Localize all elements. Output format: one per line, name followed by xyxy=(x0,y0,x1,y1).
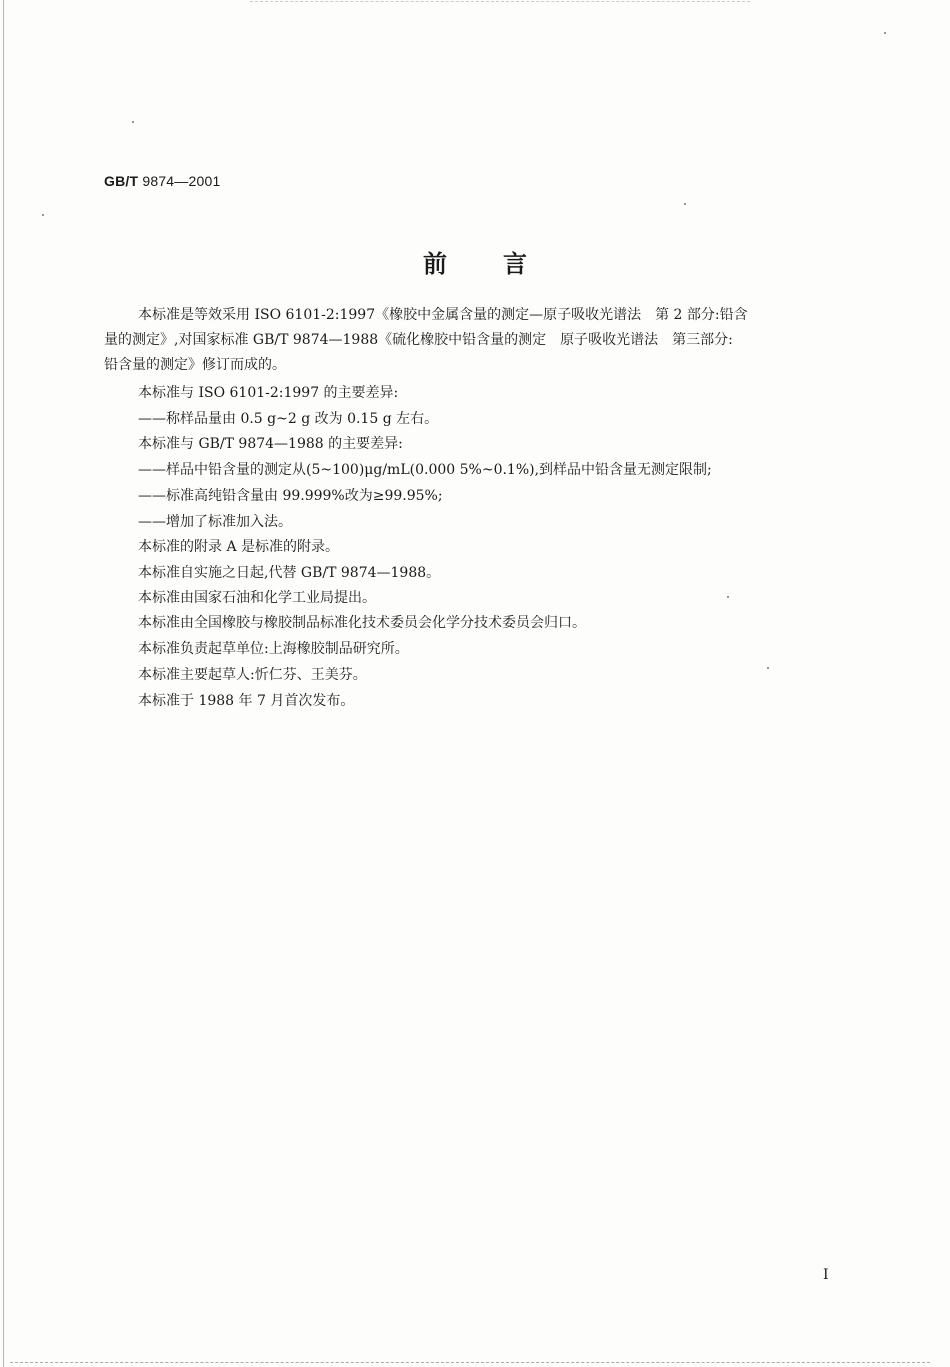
standard-code: 9874—2001 xyxy=(142,173,221,189)
body-line: 本标准与 GB/T 9874—1988 的主要差异: xyxy=(138,436,403,452)
body-line: 本标准由国家石油和化学工业局提出。 xyxy=(138,590,376,606)
body-line: 本标准自实施之日起,代替 GB/T 9874—1988。 xyxy=(138,565,441,581)
intro-line: 本标准是等效采用 ISO 6101-2:1997《橡胶中金属含量的测定—原子吸收光谱法 第 2 部分:铅含 xyxy=(138,307,748,323)
scan-speck xyxy=(42,214,44,216)
body-line: ——称样品量由 0.5 g~2 g 改为 0.15 g 左右。 xyxy=(138,411,439,427)
body-line: 本标准于 1988 年 7 月首次发布。 xyxy=(138,693,355,709)
preface-title-char-1: 前 xyxy=(423,249,447,278)
body-line: 本标准的附录 A 是标准的附录。 xyxy=(138,539,340,555)
intro-paragraph xyxy=(104,303,856,378)
body-line: 本标准由全国橡胶与橡胶制品标准化技术委员会化学分技术委员会归口。 xyxy=(138,615,586,631)
standard-prefix: GB/T xyxy=(104,173,139,189)
page-bottom-edge xyxy=(10,1362,930,1363)
page-left-edge xyxy=(3,0,4,1367)
scan-speck xyxy=(684,203,686,205)
body-line: 本标准负责起草单位:上海橡胶制品研究所。 xyxy=(138,641,409,657)
scan-speck xyxy=(727,596,729,598)
page-top-edge xyxy=(250,1,750,2)
body-line: ——标准高纯铅含量由 99.999%改为≥99.95%; xyxy=(138,488,443,504)
standard-number xyxy=(104,173,220,189)
scan-speck xyxy=(884,32,886,34)
body-line: ——样品中铅含量的测定从(5~100)μg/mL(0.000 5%~0.1%),到样品中铅含量无测定限制; xyxy=(138,462,712,478)
scan-speck xyxy=(767,667,769,669)
page-number: I xyxy=(823,1267,829,1283)
intro-line: 量的测定》,对国家标准 GB/T 9874—1988《硫化橡胶中铅含量的测定 原子吸收光谱法 第三部分: xyxy=(104,332,733,348)
intro-line: 铅含量的测定》修订而成的。 xyxy=(104,357,286,373)
scan-speck xyxy=(132,121,134,123)
preface-title-char-2: 言 xyxy=(503,249,527,278)
body-line: ——增加了标准加入法。 xyxy=(138,514,292,530)
body-line: 本标准与 ISO 6101-2:1997 的主要差异: xyxy=(138,385,399,401)
preface-title xyxy=(0,244,950,279)
body-line: 本标准主要起草人:忻仁芬、王美芬。 xyxy=(138,667,367,683)
